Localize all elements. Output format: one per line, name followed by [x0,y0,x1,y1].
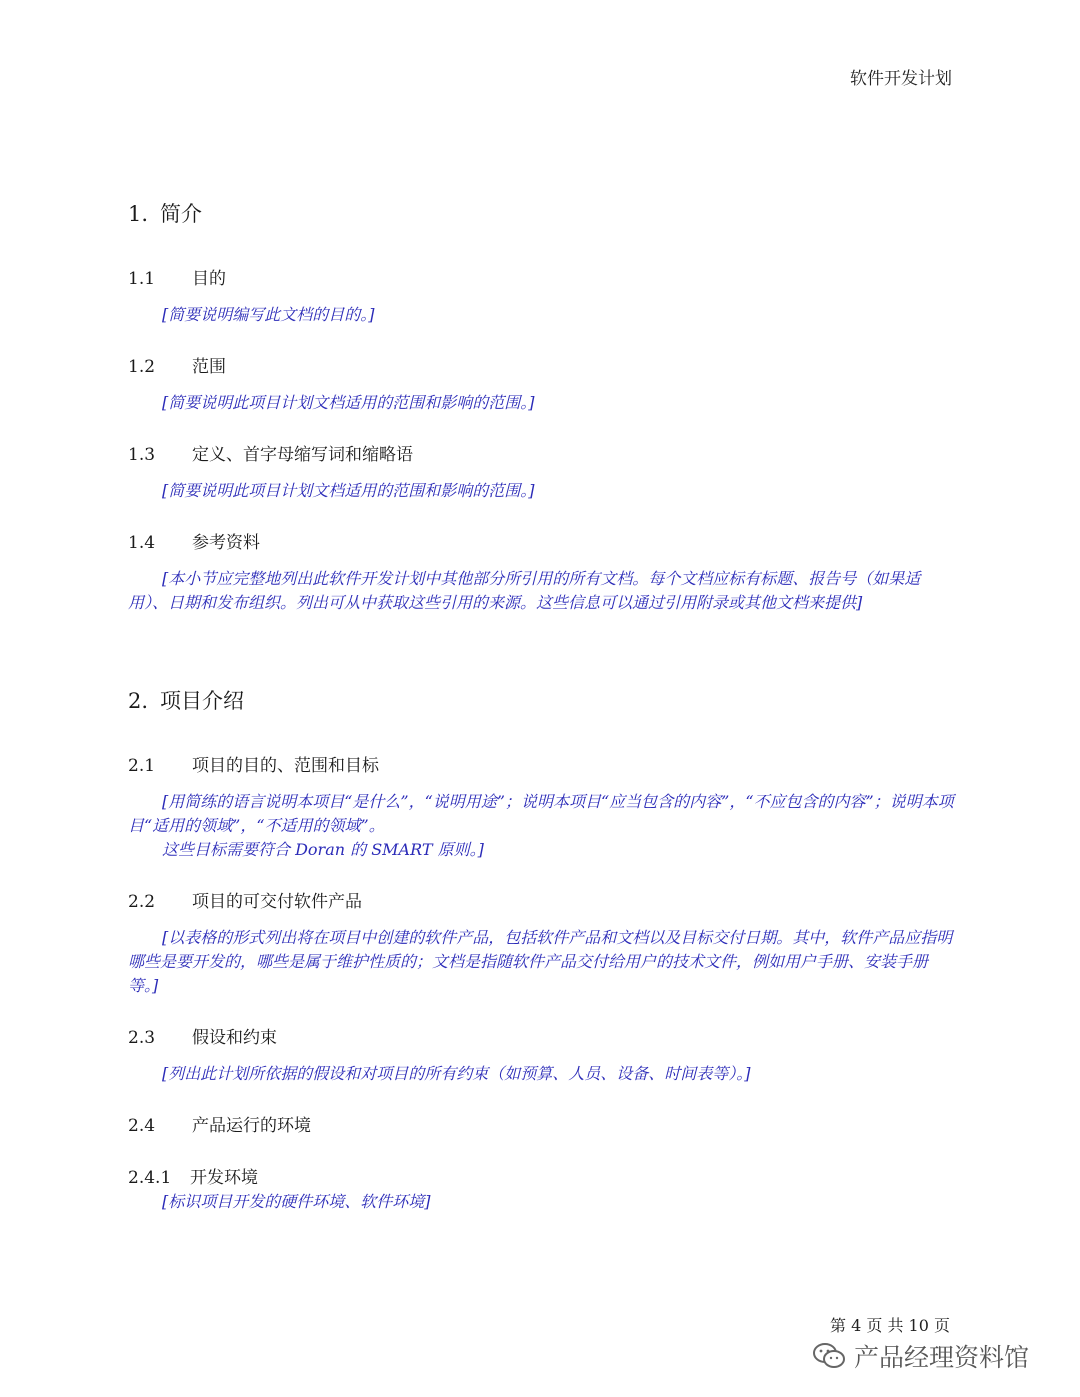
note-section-1-2: [简要说明此项目计划文档适用的范围和影响的范围。] [162,393,535,412]
heading-section-1-4 [128,528,260,553]
note-section-2-4-1: [标识项目开发的硬件环境、软件环境] [162,1192,431,1211]
section-title: 项目介绍 [160,689,244,713]
heading-section-1-1 [128,264,226,289]
section-title: 开发环境 [190,1168,258,1188]
section-number: 2. [128,689,149,713]
watermark-text: 产品经理资料馆 [854,1343,1030,1372]
note-section-1-4: [本小节应完整地列出此软件开发计划中其他部分所引用的所有文档。每个文档应标有标题、报告号（如果适用）、日期和发布组织。列出可从中获取这些引用的来源。这些信息可以通过引用附录或其他文档来提供] [128,569,921,612]
section-number: 2.4 [128,1116,156,1136]
section-number: 1.4 [128,533,156,553]
section-number: 1.1 [128,269,156,289]
note-section-2-2: [以表格的形式列出将在项目中创建的软件产品，包括软件产品和文档以及目标交付日期。其中，软件产品应指明哪些是要开发的，哪些是属于维护性质的；文档是指随软件产品交付给用户的技术文件，例如用户手册、安装手册等。] [128,928,953,995]
section-number: 2.1 [128,756,156,776]
heading-section-2-1 [128,751,379,776]
watermark [812,1338,1029,1374]
note-section-1-3: [简要说明此项目计划文档适用的范围和影响的范围。] [162,481,535,500]
note-section-2-3: [列出此计划所依据的假设和对项目的所有约束（如预算、人员、设备、时间表等）。] [162,1064,751,1083]
section-title: 目的 [192,269,226,289]
section-title: 定义、首字母缩写词和缩略语 [192,445,413,465]
page-number-footer: 第 4 页 共 10 页 [830,1316,950,1335]
wechat-icon [812,1342,846,1370]
note-section-2-1 [128,790,954,862]
note-text-line-2: 这些目标需要符合 Doran 的 SMART 原则。] [162,840,484,859]
heading-section-1 [128,198,202,228]
page-header-title: 软件开发计划 [850,69,952,89]
heading-section-2-4-1 [128,1163,258,1188]
section-title: 简介 [160,202,202,226]
heading-section-2 [128,685,244,715]
section-title: 假设和约束 [192,1028,277,1048]
note-text: [用简练的语言说明本项目“是什么”，“说明用途”；说明本项目“应当包含的内容”，“不应包含的内容”；说明本项目“适用的领域”，“不适用的领域”。 [128,792,954,835]
section-number: 1. [128,202,149,226]
section-number: 2.2 [128,892,156,912]
section-number: 2.3 [128,1028,156,1048]
section-title: 项目的可交付软件产品 [192,892,362,912]
section-number: 2.4.1 [128,1168,172,1188]
section-title: 项目的目的、范围和目标 [192,756,379,776]
section-title: 参考资料 [192,533,260,553]
note-section-1-1: [简要说明编写此文档的目的。] [162,305,375,324]
heading-section-1-3 [128,440,413,465]
section-number: 1.2 [128,357,156,377]
section-title: 产品运行的环境 [192,1116,311,1136]
section-title: 范围 [192,357,226,377]
heading-section-2-4 [128,1111,311,1136]
heading-section-2-3 [128,1023,277,1048]
section-number: 1.3 [128,445,156,465]
heading-section-2-2 [128,887,362,912]
heading-section-1-2 [128,352,226,377]
